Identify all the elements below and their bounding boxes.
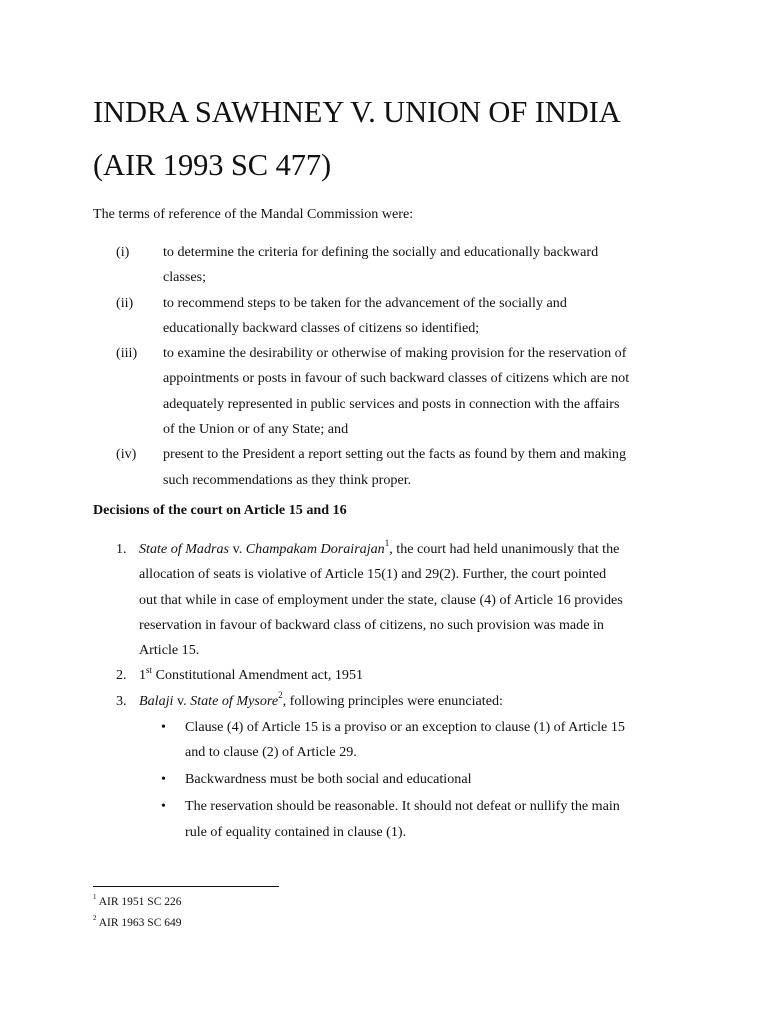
footnote <box>93 892 182 913</box>
principles-list <box>139 715 676 845</box>
bullet-icon: • <box>161 771 166 788</box>
footnote-text: AIR 1963 SC 649 <box>96 917 182 929</box>
item-number: (ii) <box>116 294 134 311</box>
bullet-item <box>139 794 676 845</box>
item-number: 2. <box>116 667 127 684</box>
footnote-divider <box>93 886 279 887</box>
title-line-1: INDRA SAWHNEY V. UNION OF INDIA <box>93 95 621 129</box>
item-number: (iii) <box>116 345 138 362</box>
case-name: Champakam Dorairajan <box>245 541 385 557</box>
item-text: to recommend steps to be taken for the advancement of the socially and educationally backward classes of citizens so identified; <box>163 294 567 336</box>
list-item <box>116 689 676 845</box>
bullet-text: Backwardness must be both social and educational <box>185 771 472 788</box>
title-line-2: (AIR 1993 SC 477) <box>93 148 332 182</box>
case-name: State of Mysore <box>190 692 279 709</box>
item-number: (iv) <box>116 446 137 463</box>
ordinal-number: 1 <box>139 667 147 684</box>
item-body: , the court had held unanimously that the allocation of seats is violative of Article 15(1) and 29(2). Further, the court pointed out that while in case of employment under the state, clause (4) of Article 16 provides reservation in favour of backward class of citizens, no such provision was made in Article 15. <box>139 541 623 659</box>
bullet-icon: • <box>161 798 166 815</box>
decisions-list <box>116 537 676 847</box>
list-item <box>116 240 686 291</box>
section-heading: Decisions of the court on Article 15 and 16 <box>93 502 347 518</box>
footnote <box>93 913 182 934</box>
item-text <box>139 689 676 714</box>
item-text: present to the President a report setting out the facts as found by them and making such recommendations as they think proper. <box>163 446 627 488</box>
footnote-ref[interactable]: 2 <box>278 690 283 701</box>
versus: v. <box>173 692 191 709</box>
bullet-text: The reservation should be reasonable. It should not defeat or nullify the main rule of equality contained in clause (1). <box>185 798 620 840</box>
item-number: 3. <box>116 692 127 709</box>
document-title <box>93 86 733 192</box>
item-text <box>139 537 676 663</box>
bullet-item <box>139 767 676 792</box>
item-body: Constitutional Amendment act, 1951 <box>152 667 364 684</box>
item-text: to determine the criteria for defining the socially and educationally backward classes; <box>163 244 599 286</box>
footnotes <box>93 892 182 934</box>
case-name: Balaji <box>139 692 174 709</box>
versus: v. <box>229 541 246 557</box>
list-item <box>116 537 676 663</box>
item-number: (i) <box>116 244 130 260</box>
bullet-icon: • <box>161 719 166 736</box>
list-item <box>116 341 686 442</box>
item-body: , following principles were enunciated: <box>282 692 503 709</box>
list-item <box>116 442 686 493</box>
terms-of-reference-list <box>116 240 686 493</box>
footnote-mark: 2 <box>93 914 97 923</box>
footnote-mark: 1 <box>93 893 97 902</box>
case-name: State of Madras <box>139 541 230 557</box>
item-text: to examine the desirability or otherwise of making provision for the reservation of appointments or posts in favour of such backward classes of citizens which are not adequately represented in public services and posts in connection with the affairs of the Union or of any State; and <box>163 345 630 438</box>
bullet-text: Clause (4) of Article 15 is a proviso or an exception to clause (1) of Article 15 and to clause (2) of Article 29. <box>185 719 625 761</box>
item-number: 1. <box>116 541 127 557</box>
footnote-ref[interactable]: 1 <box>384 538 390 549</box>
ordinal-suffix: st <box>146 664 153 675</box>
item-text <box>139 663 676 688</box>
bullet-item <box>139 715 676 766</box>
list-item <box>116 663 676 688</box>
list-item <box>116 291 686 342</box>
intro-text: The terms of reference of the Mandal Commission were: <box>93 206 414 222</box>
footnote-text: AIR 1951 SC 226 <box>96 896 182 908</box>
